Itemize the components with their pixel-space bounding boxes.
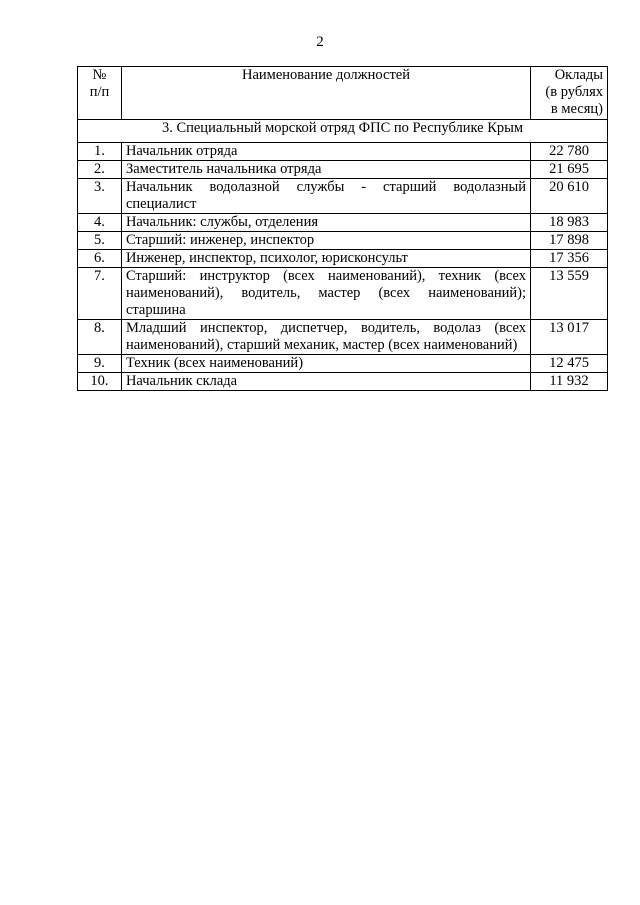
row-position: Старший: инструктор (всех наименований), техник (всех наименований), водитель, мастер (всех наименований); старшина (121, 268, 530, 320)
row-number: 3. (78, 179, 122, 214)
row-number: 7. (78, 268, 122, 320)
section-row (78, 120, 608, 143)
row-number: 5. (78, 232, 122, 250)
section-title: 3. Специальный морской отряд ФПС по Республике Крым (78, 120, 608, 143)
salary-table (77, 66, 608, 391)
row-number: 9. (78, 355, 122, 373)
table-row (78, 355, 608, 373)
row-salary: 13 017 (531, 320, 608, 355)
table-row (78, 214, 608, 232)
table-row (78, 232, 608, 250)
row-salary: 11 932 (531, 373, 608, 391)
header-number-line2: п/п (89, 84, 110, 100)
row-salary: 20 610 (531, 179, 608, 214)
row-position: Заместитель начальника отряда (121, 161, 530, 179)
page-number: 2 (316, 34, 324, 50)
table-row (78, 268, 608, 320)
row-position: Начальник: службы, отделения (121, 214, 530, 232)
row-number: 2. (78, 161, 122, 179)
table-row (78, 179, 608, 214)
header-salary-line3: в месяц) (550, 101, 603, 117)
header-number-line1: № (92, 67, 107, 83)
table-row (78, 250, 608, 268)
row-position: Инженер, инспектор, психолог, юрисконсульт (121, 250, 530, 268)
row-number: 4. (78, 214, 122, 232)
row-position: Начальник отряда (121, 143, 530, 161)
row-salary: 18 983 (531, 214, 608, 232)
row-salary: 12 475 (531, 355, 608, 373)
row-number: 8. (78, 320, 122, 355)
row-position: Начальник водолазной службы - старший водолазный специалист (121, 179, 530, 214)
row-salary: 17 356 (531, 250, 608, 268)
row-number: 10. (78, 373, 122, 391)
row-number: 1. (78, 143, 122, 161)
header-number (78, 67, 122, 120)
row-position: Младший инспектор, диспетчер, водитель, водолаз (всех наименований), старший механик, мастер (всех наименований) (121, 320, 530, 355)
header-salary (531, 67, 608, 120)
table-row (78, 161, 608, 179)
table-header-row (78, 67, 608, 120)
row-salary: 17 898 (531, 232, 608, 250)
row-position: Старший: инженер, инспектор (121, 232, 530, 250)
row-salary: 22 780 (531, 143, 608, 161)
table-row (78, 320, 608, 355)
header-salary-line1: Оклады (554, 67, 603, 83)
row-position: Техник (всех наименований) (121, 355, 530, 373)
table-row (78, 143, 608, 161)
header-salary-line2: (в рублях (545, 84, 603, 100)
row-salary: 13 559 (531, 268, 608, 320)
row-salary: 21 695 (531, 161, 608, 179)
table-row (78, 373, 608, 391)
row-position: Начальник склада (121, 373, 530, 391)
header-position: Наименование должностей (121, 67, 530, 120)
row-number: 6. (78, 250, 122, 268)
